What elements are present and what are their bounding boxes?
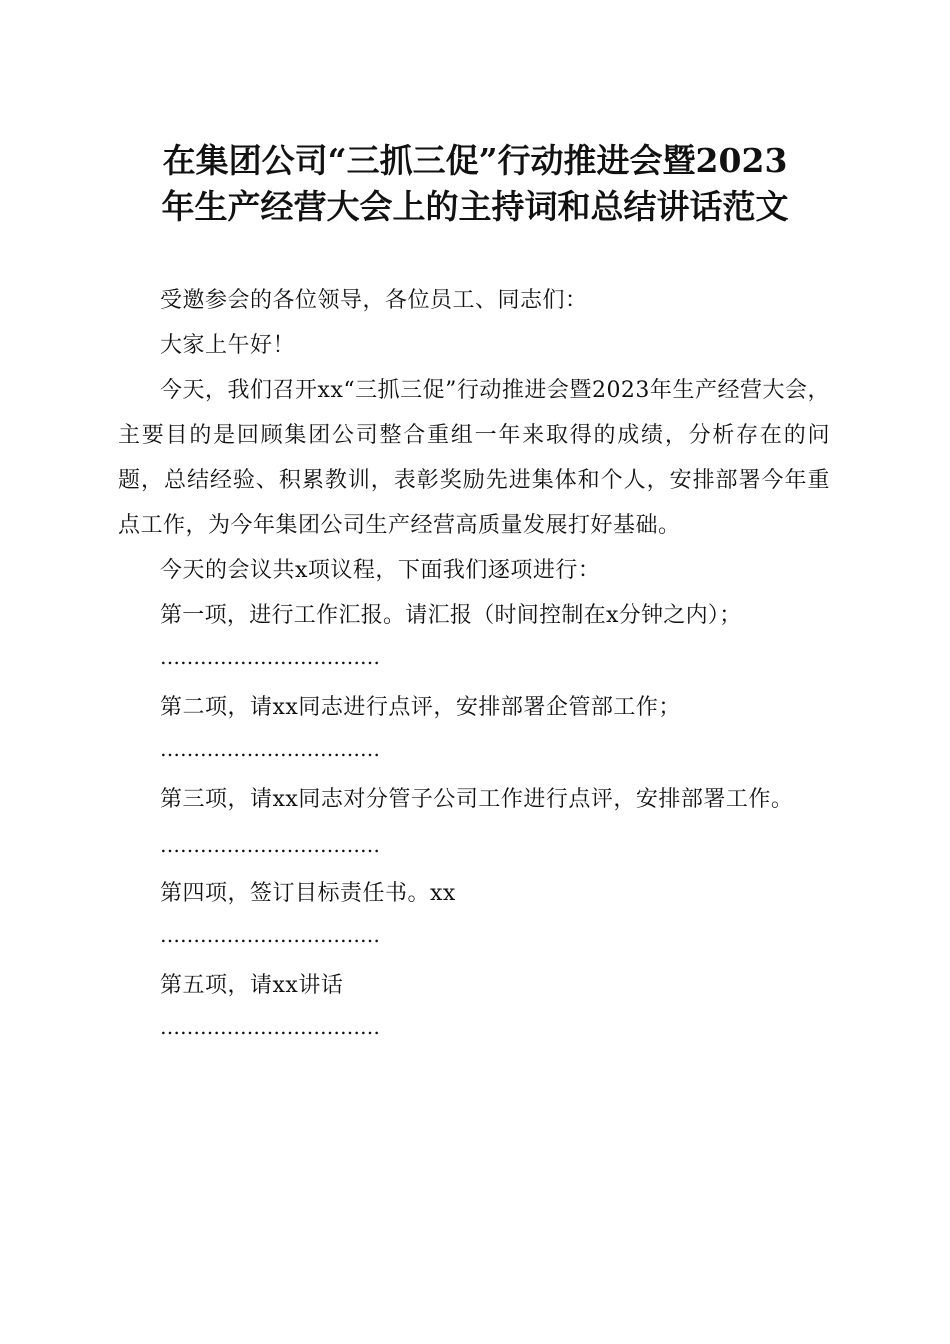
agenda-item-4: 第四项，签订目标责任书。xx bbox=[160, 881, 456, 906]
agenda-item-1-dots: …………………………… bbox=[160, 645, 380, 669]
agenda-intro: 今天的会议共x项议程，下面我们逐项进行： bbox=[160, 558, 601, 583]
agenda-item-2: 第二项，请xx同志进行点评，安排部署企管部工作； bbox=[160, 695, 681, 720]
title-line-1: 在集团公司“三抓三促”行动推进会暨2023 bbox=[162, 141, 788, 180]
document-body bbox=[118, 278, 830, 1053]
agenda-item-3: 第三项，请xx同志对分管子公司工作进行点评，安排部署工作。 bbox=[160, 787, 794, 812]
document-title bbox=[110, 138, 840, 230]
agenda-item-2-dots: …………………………… bbox=[160, 737, 380, 761]
agenda-item-1: 第一项，进行工作汇报。请汇报（时间控制在x分钟之内）； bbox=[160, 603, 742, 628]
title-line-2: 年生产经营大会上的主持词和总结讲话范文 bbox=[161, 187, 789, 226]
agenda-item-5-dots: …………………………… bbox=[160, 1015, 380, 1039]
agenda-item-5: 第五项，请xx讲话 bbox=[160, 973, 344, 998]
salutation: 受邀参会的各位领导，各位员工、同志们： bbox=[160, 288, 588, 313]
agenda-item-4-dots: …………………………… bbox=[160, 923, 380, 947]
agenda-item-3-dots: …………………………… bbox=[160, 833, 380, 857]
greeting: 大家上午好！ bbox=[160, 333, 296, 358]
intro-paragraph: 今天，我们召开xx“三抓三促”行动推进会暨2023年生产经营大会，主要目的是回顾集团公司整合重组一年来取得的成绩，分析存在的问题，总结经验、积累教训，表彰奖励先进集体和个人，安排部署今年重点工作，为今年集团公司生产经营高质量发展打好基础。 bbox=[118, 378, 830, 538]
